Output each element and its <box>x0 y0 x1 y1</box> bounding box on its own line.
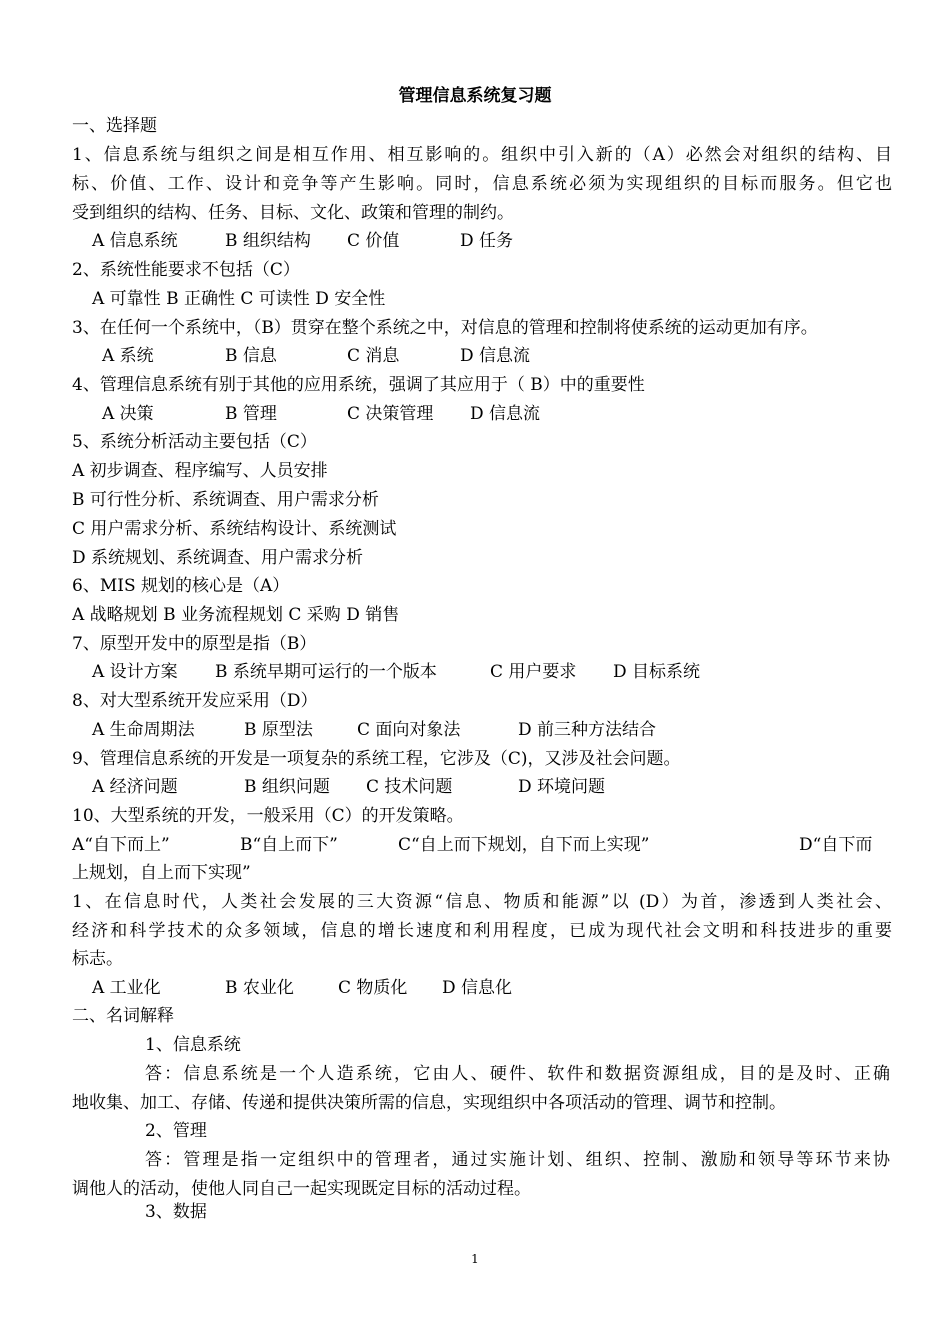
q8-option-d: D 前三种方法结合 <box>518 720 657 740</box>
question-4: 4、管理信息系统有别于其他的应用系统，强调了其应用于（ B）中的重要性 <box>72 375 645 395</box>
q10-option-d-continued: 上规划，自上而下实现” <box>72 863 251 883</box>
question-10: 10、大型系统的开发，一般采用（C）的开发策略。 <box>72 806 464 826</box>
q11-option-c: C 物质化 <box>338 978 408 998</box>
q8-option-a: A 生命周期法 <box>92 720 195 740</box>
q10-option-d: D“自下而 <box>799 835 873 855</box>
q11-option-d: D 信息化 <box>442 978 513 998</box>
q4-option-a: A 决策 <box>102 404 154 424</box>
q2-options: A 可靠性 B 正确性 C 可读性 D 安全性 <box>92 289 386 309</box>
q3-option-a: A 系统 <box>102 346 154 366</box>
question-7: 7、原型开发中的原型是指（B） <box>72 634 317 654</box>
question-9: 9、管理信息系统的开发是一项复杂的系统工程，它涉及（C)，又涉及社会问题。 <box>72 749 681 769</box>
question-2: 2、系统性能要求不包括（C） <box>72 260 300 280</box>
q3-option-d: D 信息流 <box>460 346 531 366</box>
q1-option-d: D 任务 <box>460 231 514 251</box>
q4-option-b: B 管理 <box>225 404 277 424</box>
q9-option-a: A 经济问题 <box>92 777 178 797</box>
question-11-line-1: 1、在信息时代，人类社会发展的三大资源“信息、物质和能源”以 (D）为首，渗透到人类社会、 <box>72 892 892 912</box>
q5-option-a: A 初步调查、程序编写、人员安排 <box>72 461 328 481</box>
q11-option-a: A 工业化 <box>92 978 161 998</box>
q11-option-b: B 农业化 <box>225 978 294 998</box>
term-3-heading: 3、数据 <box>145 1202 207 1222</box>
term-1-answer-line-2: 地收集、加工、存储、传递和提供决策所需的信息，实现组织中各项活动的管理、调节和控制。 <box>72 1093 786 1113</box>
q4-option-c: C 决策管理 <box>347 404 434 424</box>
q9-option-b: B 组织问题 <box>244 777 330 797</box>
q9-option-c: C 技术问题 <box>366 777 453 797</box>
q3-option-c: C 消息 <box>347 346 400 366</box>
q10-option-c: C“自上而下规划，自下而上实现” <box>398 835 650 855</box>
term-2-answer-line-1: 答：管理是指一定组织中的管理者，通过实施计划、组织、控制、激励和领导等环节来协 <box>145 1150 890 1170</box>
q7-option-a: A 设计方案 <box>92 662 178 682</box>
question-8: 8、对大型系统开发应采用（D） <box>72 691 318 711</box>
q9-option-d: D 环境问题 <box>518 777 606 797</box>
page-title: 管理信息系统复习题 <box>398 86 552 106</box>
question-11-line-2: 经济和科学技术的众多领域，信息的增长速度和利用程度，已成为现代社会文明和科技进步的重要 <box>72 921 892 941</box>
question-11-line-3: 标志。 <box>72 949 123 969</box>
q10-option-b: B“自上而下” <box>240 835 338 855</box>
question-1-line-3: 受到组织的结构、任务、目标、文化、政策和管理的制约。 <box>72 203 514 223</box>
question-1-line-2: 标、价值、工作、设计和竞争等产生影响。同时，信息系统必须为实现组织的目标而服务。但它也 <box>72 174 892 194</box>
q8-option-b: B 原型法 <box>244 720 313 740</box>
question-5: 5、系统分析活动主要包括（C） <box>72 432 317 452</box>
q3-option-b: B 信息 <box>225 346 277 366</box>
section-heading-choice: 一、选择题 <box>72 116 157 136</box>
term-2-answer-line-2: 调他人的活动，使他人同自己一起实现既定目标的活动过程。 <box>72 1179 531 1199</box>
q7-option-c: C 用户要求 <box>490 662 577 682</box>
q7-option-d: D 目标系统 <box>613 662 701 682</box>
q1-option-c: C 价值 <box>347 231 400 251</box>
q5-option-b: B 可行性分析、系统调查、用户需求分析 <box>72 490 379 510</box>
q7-option-b: B 系统早期可运行的一个版本 <box>215 662 437 682</box>
q4-option-d: D 信息流 <box>470 404 541 424</box>
q8-option-c: C 面向对象法 <box>357 720 461 740</box>
term-1-answer-line-1: 答：信息系统是一个人造系统，它由人、硬件、软件和数据资源组成，目的是及时、正确 <box>145 1064 890 1084</box>
q6-options: A 战略规划 B 业务流程规划 C 采购 D 销售 <box>72 605 400 625</box>
q1-option-b: B 组织结构 <box>225 231 311 251</box>
question-6: 6、MIS 规划的核心是（A） <box>72 576 290 596</box>
page-number: 1 <box>471 1252 479 1266</box>
q10-option-a: A“自下而上” <box>72 835 170 855</box>
q5-option-d: D 系统规划、系统调查、用户需求分析 <box>72 548 364 568</box>
section-heading-terms: 二、名词解释 <box>72 1006 174 1026</box>
q1-option-a: A 信息系统 <box>92 231 178 251</box>
term-2-heading: 2、管理 <box>145 1121 207 1141</box>
question-1-line-1: 1、信息系统与组织之间是相互作用、相互影响的。组织中引入新的（A）必然会对组织的结构、目 <box>72 145 892 165</box>
q5-option-c: C 用户需求分析、系统结构设计、系统测试 <box>72 519 397 539</box>
question-3: 3、在任何一个系统中，（B）贯穿在整个系统之中，对信息的管理和控制将使系统的运动更加有序。 <box>72 318 818 338</box>
term-1-heading: 1、信息系统 <box>145 1035 241 1055</box>
